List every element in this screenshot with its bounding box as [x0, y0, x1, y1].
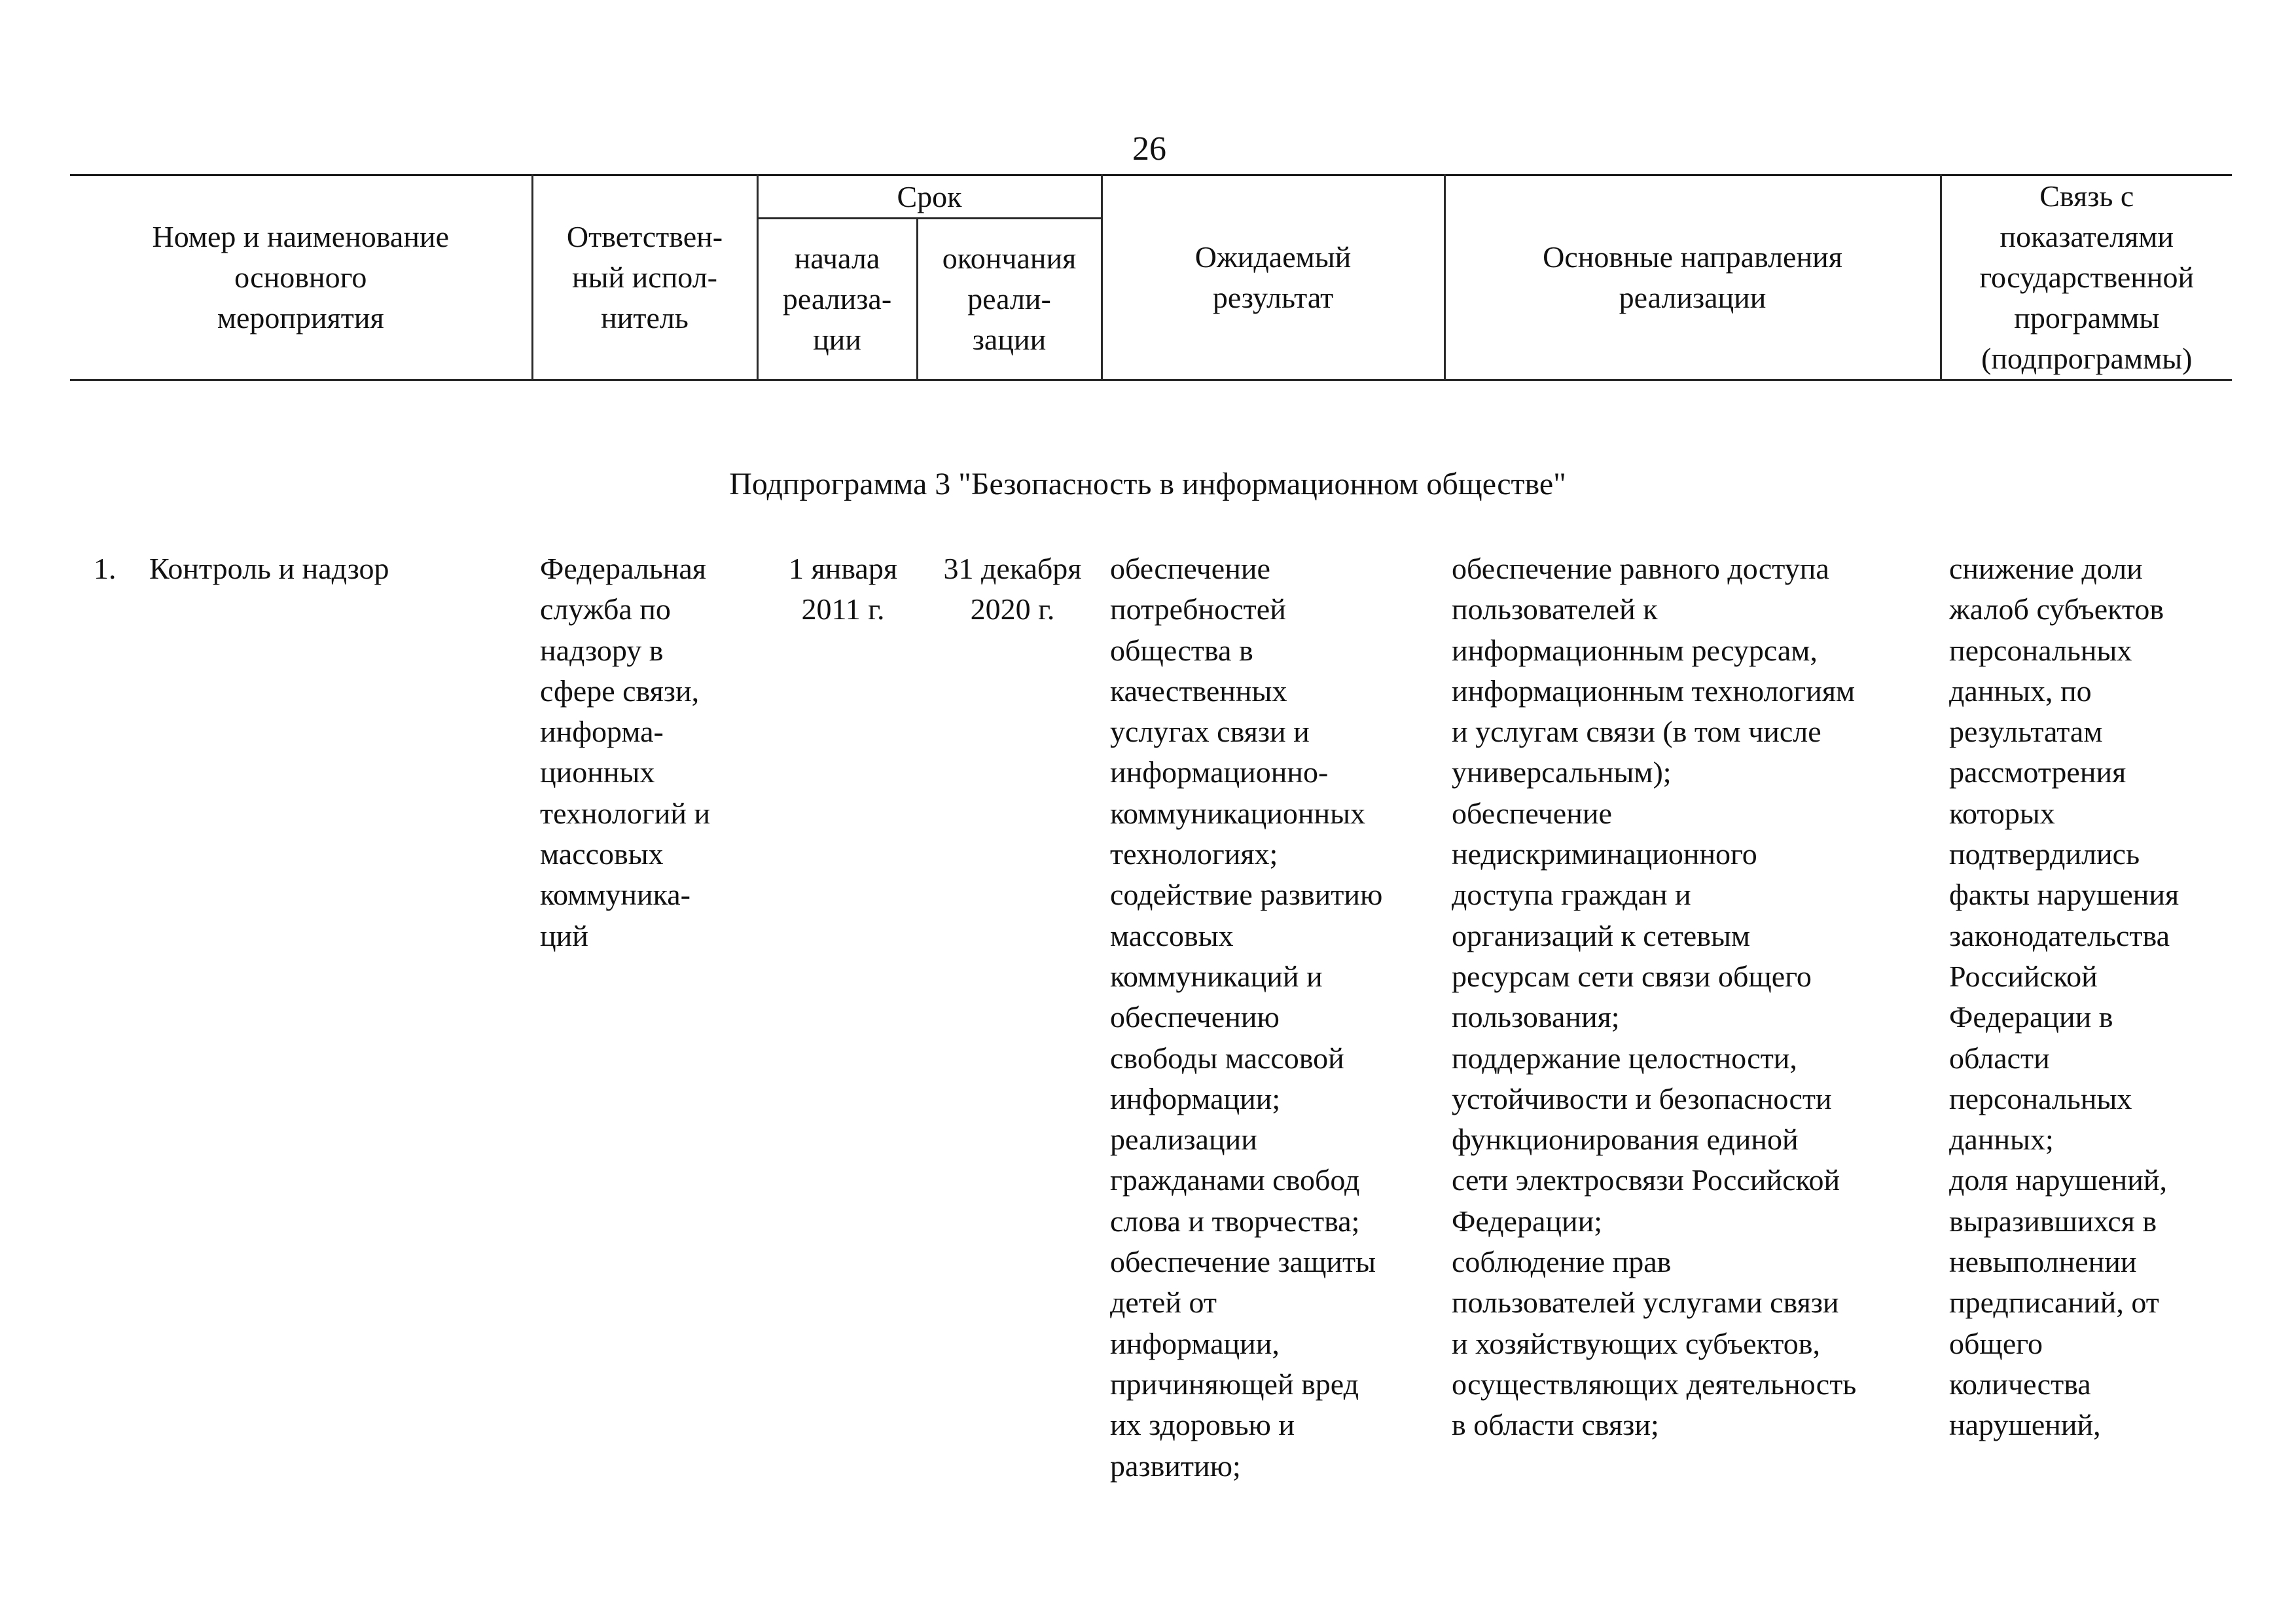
row-start: 1 января 2011 г. [789, 552, 897, 626]
header-name: Номер и наименование основного мероприятия [70, 175, 532, 380]
row-directions: обеспечение равного доступа пользователей к информационным ресурсам, информационным технологиям и услугам связи (в том числе универсальным); обеспечение недискриминационного доступа граждан и организаций к сетевым ресурсам сети связи общего пользования; поддержание целостности, устойчивости и безопасности функционирования единой сети электросвязи Российской Федерации; соблюдение прав пользователей услугами связи и хозяйствующих субъектов, осуществляющих деятельность в области связи; [1452, 552, 1857, 1442]
subprogram-title: Подпрограмма 3 "Безопасность в информационном обществе" [729, 467, 1566, 501]
page-number: 26 [1132, 130, 1166, 168]
header-link: Связь с показателями государственной программы (подпрограммы) [1941, 175, 2232, 380]
row-result: обеспечение потребностей общества в качественных услугах связи и информационно- коммуникационных технологиях; содействие развитию массовых коммуникаций и обеспечению свободы массовой информации; реализации гражданами свобод слова и творчества; обеспечение защиты детей от информации, причиняющей вред их здоровью и развитию; [1110, 552, 1383, 1483]
header-end: окончания реали- зации [917, 219, 1102, 380]
row-number: 1. [94, 552, 117, 585]
table-header [70, 174, 2232, 381]
header-result: Ожидаемый результат [1102, 175, 1444, 380]
header-term: Срок [757, 175, 1102, 219]
header-directions: Основные направления реализации [1444, 175, 1941, 380]
row-link: снижение доли жалоб субъектов персональных данных, по результатам рассмотрения которых подтвердились факты нарушения законодательства Российской Федерации в области персональных данных; доля нарушений, выразившихся в невыполнении предписаний, от общего количества нарушений, [1949, 552, 2179, 1442]
header-responsible: Ответствен- ный испол- нитель [532, 175, 757, 380]
row-name: Контроль и надзор [149, 552, 389, 585]
header-start: начала реализа- ции [757, 219, 917, 380]
row-end: 31 декабря 2020 г. [943, 552, 1082, 626]
row-responsible: Федеральная служба по надзору в сфере связи, информа- ционных технологий и массовых коммуника- ций [540, 552, 711, 952]
